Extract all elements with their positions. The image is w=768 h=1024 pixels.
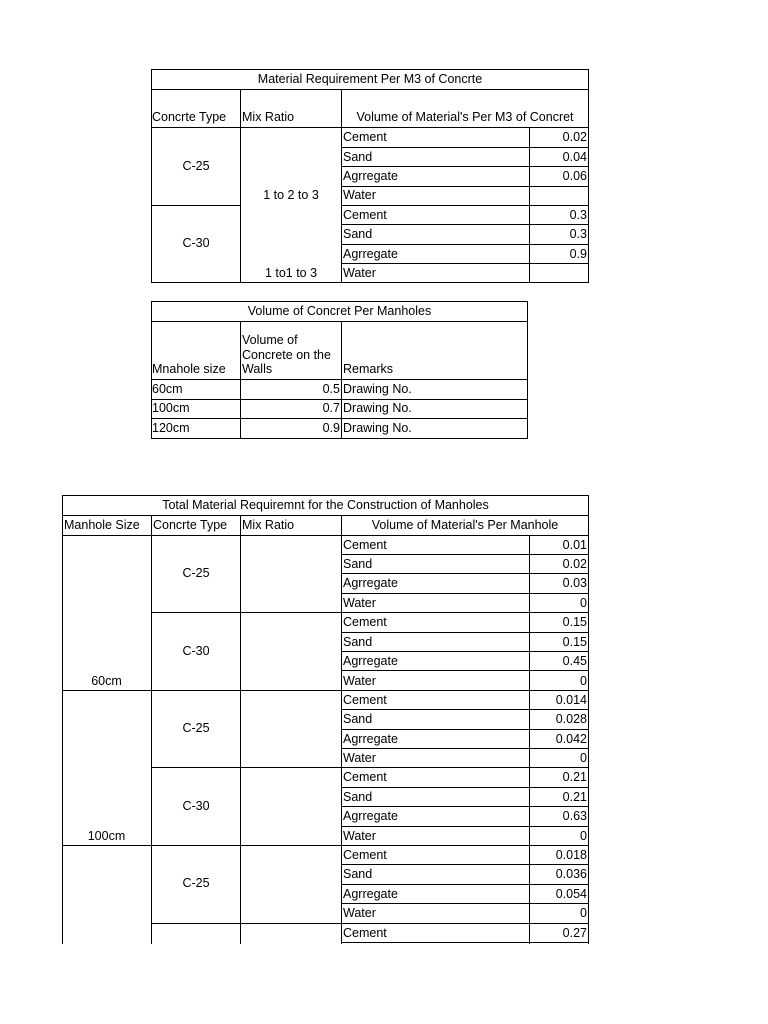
table2-volume: 0.9 (322, 421, 340, 435)
table1-material: Cement (343, 130, 387, 144)
table3-material: Water (343, 674, 376, 688)
table3-value: 0.028 (555, 712, 587, 726)
table2-header-volume-l1: Volume of (242, 333, 298, 347)
table3-material: Water (343, 829, 376, 843)
table1-value: 0.9 (569, 247, 587, 261)
table3-value: 0.27 (562, 926, 587, 940)
table3-title: Total Material Requiremnt for the Construction of Manholes (162, 498, 489, 512)
table3-material: Water (343, 596, 376, 610)
table1-header-ratio: Mix Ratio (242, 110, 295, 124)
table3-value: 0 (580, 596, 587, 610)
table1-ratio-c25: 1 to 2 to 3 (263, 188, 319, 202)
table3-type: C-30 (182, 644, 210, 658)
table1-material: Sand (343, 150, 373, 164)
table1-value: 0.3 (569, 227, 587, 241)
table3-value: 0 (580, 751, 587, 765)
table3-material: Cement (343, 538, 387, 552)
table3-type: C-25 (182, 566, 210, 580)
table2-volume: 0.5 (322, 382, 340, 396)
table3-header-size: Manhole Size (64, 518, 140, 532)
table3-value: 0.054 (555, 887, 587, 901)
table3-material: Sand (343, 790, 373, 804)
table1-title: Material Requirement Per M3 of Concrte (257, 72, 483, 86)
table2-size: 120cm (152, 421, 190, 435)
table2-header-remarks: Remarks (343, 362, 394, 376)
table1-type-c30: C-30 (182, 236, 210, 250)
table1-value: 0.02 (562, 130, 587, 144)
table3-header-type: Concrte Type (153, 518, 228, 532)
table2-size: 100cm (152, 401, 190, 415)
table2-header-volume-l3: Walls (242, 362, 273, 376)
table3-value: 0.01 (562, 538, 587, 552)
table3-header-ratio: Mix Ratio (242, 518, 295, 532)
table1-header-type: Concrte Type (152, 110, 227, 124)
table1-material: Water (343, 266, 376, 280)
table3-material: Sand (343, 557, 373, 571)
table1-value: 0.04 (562, 150, 587, 164)
table3-value: 0.15 (562, 615, 587, 629)
table1-material: Water (343, 188, 376, 202)
table3-type: C-30 (182, 799, 210, 813)
table2-volume: 0.7 (322, 401, 340, 415)
table3-material: Agrregate (343, 576, 398, 590)
table2-remarks: Drawing No. (343, 382, 412, 396)
table1-material: Cement (343, 208, 387, 222)
table3-material: Sand (343, 867, 373, 881)
table3-value: 0.03 (562, 576, 587, 590)
table3-material: Cement (343, 693, 387, 707)
table2-header-size: Mnahole size (152, 362, 226, 376)
table3-size-60: 60cm (91, 674, 122, 688)
table1-header-volume: Volume of Material's Per M3 of Concret (356, 110, 574, 124)
table3-value: 0 (580, 829, 587, 843)
table1-material: Agrregate (343, 247, 398, 261)
table3-material: Sand (343, 635, 373, 649)
table3-value: 0.042 (555, 732, 587, 746)
table3-material: Cement (343, 770, 387, 784)
table3-material: Agrregate (343, 654, 398, 668)
table3-value: 0.45 (562, 654, 587, 668)
table3-value: 0.018 (555, 848, 587, 862)
table3-material: Water (343, 906, 376, 920)
table3-material: Cement (343, 848, 387, 862)
table2-header-volume-l2: Concrete on the (242, 348, 331, 362)
table3-type: C-25 (182, 721, 210, 735)
table3-value: 0.15 (562, 635, 587, 649)
table1-material: Sand (343, 227, 373, 241)
table3-value: 0.63 (562, 809, 587, 823)
table2-remarks: Drawing No. (343, 401, 412, 415)
table1-ratio-c30: 1 to1 to 3 (264, 266, 318, 280)
table3-material: Cement (343, 615, 387, 629)
table3-material: Agrregate (343, 887, 398, 901)
table3-value: 0 (580, 674, 587, 688)
table1-value: 0.06 (562, 169, 587, 183)
table3-value: 0.036 (555, 867, 587, 881)
table2-title: Volume of Concret Per Manholes (247, 304, 432, 318)
table2-size: 60cm (152, 382, 183, 396)
table3-material: Sand (343, 712, 373, 726)
table3-value: 0.21 (562, 770, 587, 784)
table3-header-volume: Volume of Material's Per Manhole (371, 518, 559, 532)
table3-material: Agrregate (343, 809, 398, 823)
table1-type-c25: C-25 (182, 159, 210, 173)
table3-material: Cement (343, 926, 387, 940)
table3-material: Agrregate (343, 732, 398, 746)
table1-material: Agrregate (343, 169, 398, 183)
table3-size-100: 100cm (87, 829, 126, 843)
table3-value: 0.21 (562, 790, 587, 804)
table2-remarks: Drawing No. (343, 421, 412, 435)
table3-type: C-25 (182, 876, 210, 890)
table3-value: 0.014 (555, 693, 587, 707)
table3-value: 0 (580, 906, 587, 920)
table3-value: 0.02 (562, 557, 587, 571)
table3-material: Water (343, 751, 376, 765)
table1-value: 0.3 (569, 208, 587, 222)
